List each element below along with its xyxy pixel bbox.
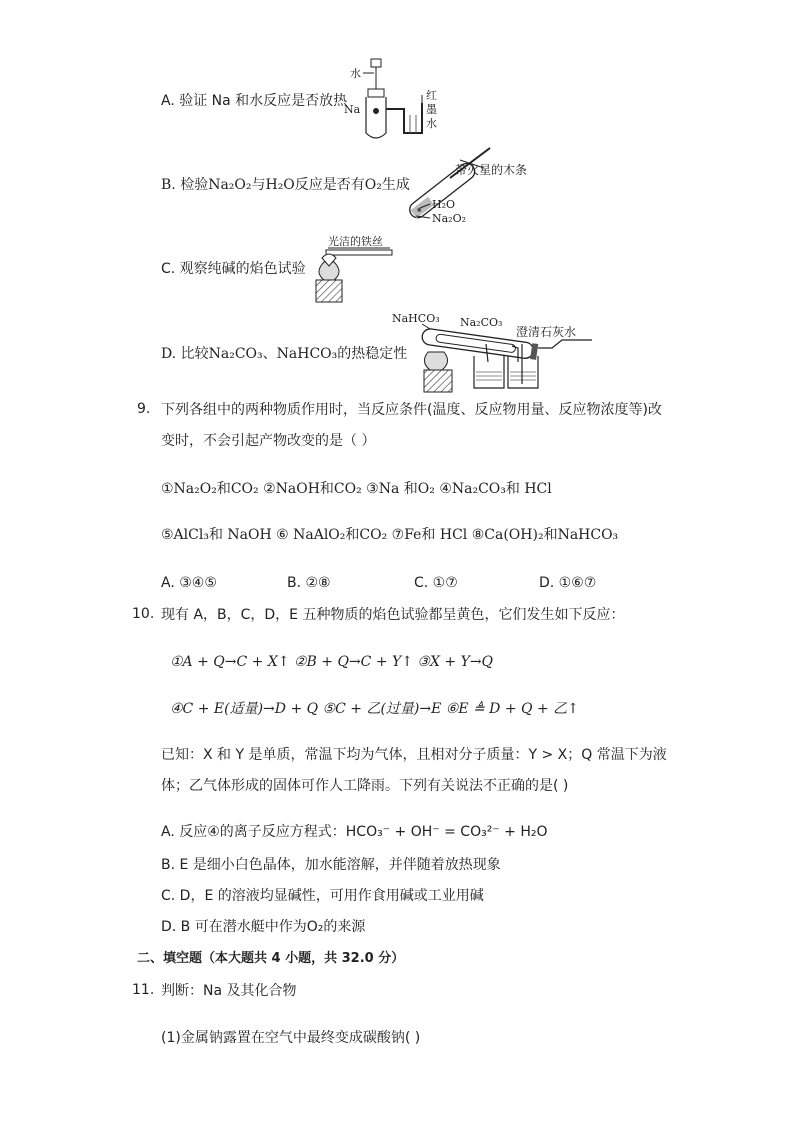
q8-figure-d: [392, 306, 592, 394]
q9-option-c: C. ①⑦: [414, 575, 458, 591]
fig-a-na-label: Na: [344, 103, 361, 116]
q10-stem: 现有 A，B，C，D，E 五种物质的焰色试验都呈黄色，它们发生如下反应：: [161, 607, 625, 623]
q9-stem-line2: 变时，不会引起产物改变的是（ ）: [161, 433, 376, 449]
q8-figure-b: [398, 140, 543, 228]
fig-a-water-label: 水: [350, 67, 361, 80]
q9-option-b: B. ②⑧: [287, 575, 331, 591]
q8-option-c: C. 观察纯碱的焰色试验: [161, 261, 306, 277]
fig-a-red-label3: 水: [426, 117, 437, 130]
q9-stem-line1: 下列各组中的两种物质作用时，当反应条件(温度、反应物用量、反应物浓度等)改: [161, 402, 662, 418]
q10-option-a: A. 反应④的离子反应方程式：HCO₃⁻ + OH⁻ = CO₃²⁻ + H₂O: [161, 824, 548, 840]
q8-option-b: B. 检验Na₂O₂与H₂O反应是否有O₂生成: [161, 177, 410, 193]
fig-b-stick-label: 带火星的木条: [455, 163, 528, 177]
fig-d-nahco3-label: NaHCO₃: [392, 312, 440, 325]
q10-reactions-row1: ①A + Q→C + X↑ ②B + Q→C + Y↑ ③X + Y→Q: [170, 654, 494, 670]
q10-known-line2: 体；乙气体形成的固体可作人工降雨。下列有关说法不正确的是( ): [161, 778, 569, 794]
q10-option-d: D. B 可在潜水艇中作为O₂的来源: [161, 919, 366, 935]
q8-option-a: A. 验证 Na 和水反应是否放热: [161, 93, 348, 109]
q11-item1: (1)金属钠露置在空气中最终变成碳酸钠( ): [161, 1030, 421, 1046]
q8-figure-a: [344, 55, 464, 145]
q11-number: 11.: [132, 982, 155, 998]
fig-c-wire-label: 光洁的铁丝: [328, 235, 383, 248]
q10-option-b: B. E 是细小白色晶体，加水能溶解，并伴随着放热现象: [161, 857, 501, 873]
q10-known-line1: 已知：X 和 Y 是单质，常温下均为气体，且相对分子质量：Y > X；Q 常温下为液: [161, 747, 667, 763]
q10-reactions-row2: ④C + E(适量)→D + Q ⑤C + 乙(过量)→E ⑥E ≜ D + Q + 乙↑: [170, 701, 579, 717]
q10-option-c: C. D，E 的溶液均显碱性，可用作食用碱或工业用碱: [161, 888, 484, 904]
q9-choices-row1: ①Na₂O₂和CO₂ ②NaOH和CO₂ ③Na 和O₂ ④Na₂CO₃和 HCl: [161, 481, 552, 497]
q9-choices-row2: ⑤AlCl₃和 NaOH ⑥ NaAlO₂和CO₂ ⑦Fe和 HCl ⑧Ca(OH)₂和NaHCO₃: [161, 527, 619, 543]
fig-b-h2o-label: H₂O: [432, 198, 456, 211]
q9-option-d: D. ①⑥⑦: [539, 575, 597, 591]
q8-option-d: D. 比较Na₂CO₃、NaHCO₃的热稳定性: [161, 346, 408, 362]
q9-number: 9.: [137, 401, 151, 417]
fig-a-red-label1: 红: [426, 89, 437, 102]
q10-number: 10.: [132, 606, 155, 622]
fig-a-red-label2: 墨: [426, 103, 437, 116]
q8-figure-c: [306, 232, 416, 304]
q11-stem: 判断：Na 及其化合物: [161, 983, 297, 999]
fig-d-na2co3-label: Na₂CO₃: [460, 316, 503, 329]
fig-b-na2o2-label: Na₂O₂: [432, 212, 467, 225]
section-heading: 二、填空题（本大题共 4 小题，共 32.0 分）: [137, 951, 405, 966]
q9-option-a: A. ③④⑤: [161, 575, 217, 591]
fig-d-lime-label: 澄清石灰水: [516, 325, 577, 339]
